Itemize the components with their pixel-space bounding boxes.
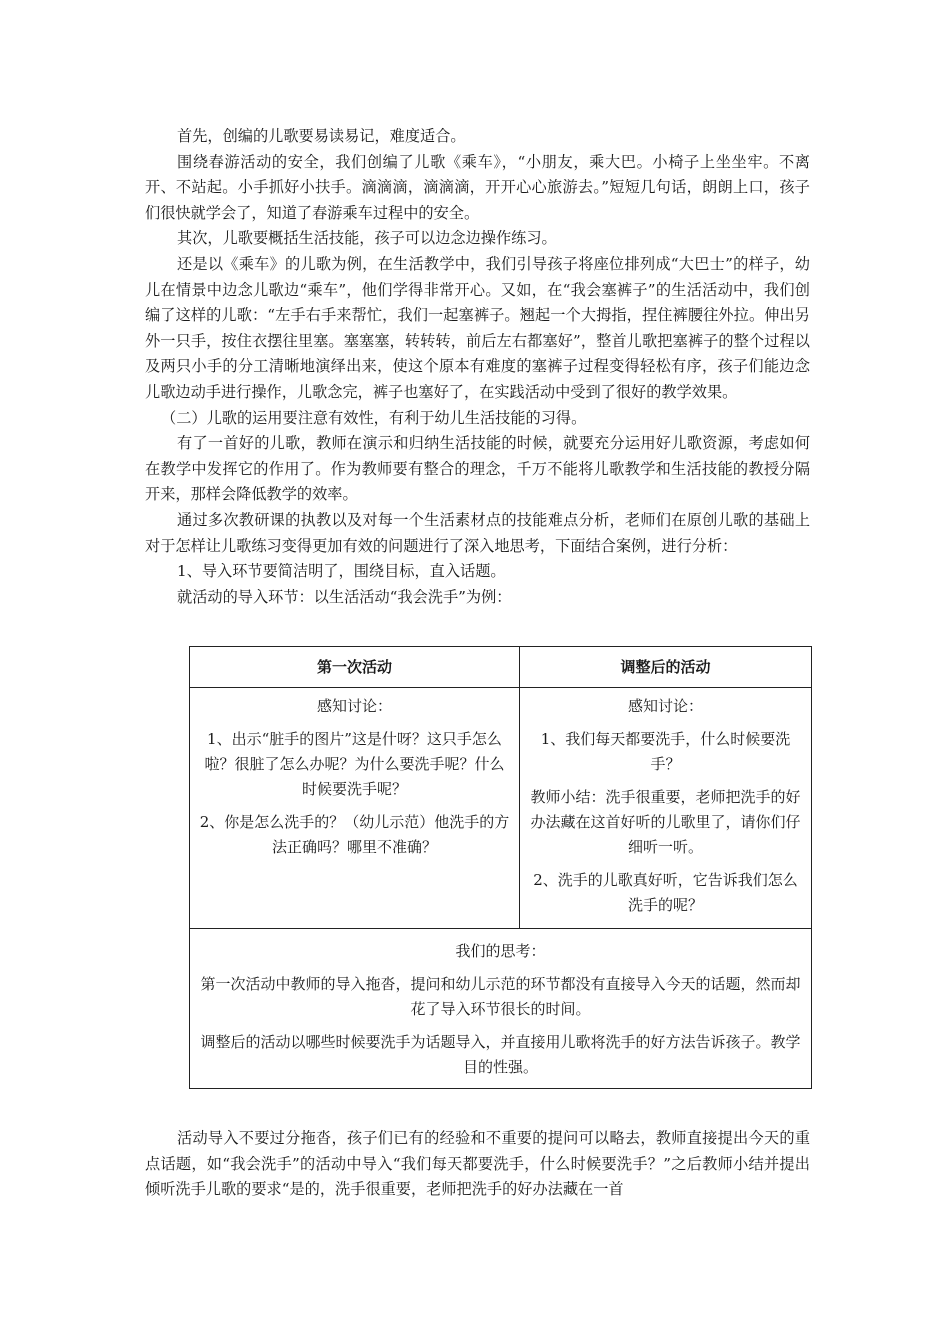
cell-line: 2、洗手的儿歌真好听，它告诉我们怎么洗手的呢？ xyxy=(533,871,798,914)
subsection-heading: 1、导入环节要简洁明了，围绕目标，直入话题。 xyxy=(177,562,506,581)
comparison-table xyxy=(189,646,812,1089)
cell-line: 1、出示“脏手的图片”这是什呀？这只手怎么啦？很脏了怎么办呢？为什么要洗手呢？什么时候要洗手呢？ xyxy=(204,730,505,798)
adjusted-activity-cell xyxy=(520,688,812,929)
cell-line: 教师小结：洗手很重要，老师把洗手的好办法藏在这首好听的儿歌里了，请你们仔细听一听。 xyxy=(530,788,801,856)
table-header-row xyxy=(190,647,812,688)
cell-line: 第一次活动中教师的导入拖沓，提问和幼儿示范的环节都没有直接导入今天的话题，然而却花了导入环节很长的时间。 xyxy=(200,975,801,1018)
cell-line: 1、我们每天都要洗手，什么时候要洗手？ xyxy=(540,730,791,773)
paragraph: 还是以《乘车》的儿歌为例，在生活教学中，我们引导孩子将座位排列成“大巴士”的样子，幼儿在情景中边念儿歌边“乘车”，他们学得非常开心。又如，在“我会塞裤子”的生活活动中，我们创编了这样的儿歌：“左手右手来帮忙，我们一起塞裤子。翘起一个大拇指，捏住裤腰往外拉。伸出另外一只手，按住衣摆往里塞。塞塞塞，转转转，前后左右都塞好”，整首儿歌把塞裤子的整个过程以及两只小手的分工清晰地演绎出来，使这个原本有难度的塞裤子过程变得轻松有序，孩子们能边念儿歌边动手进行操作，儿歌念完，裤子也塞好了，在实践活动中受到了很好的教学效果。 xyxy=(145,254,810,401)
table-caption: 就活动的导入环节：以生活活动“我会洗手”为例： xyxy=(177,587,512,606)
cell-line: 感知讨论： xyxy=(627,697,703,715)
paragraph: 围绕春游活动的安全，我们创编了儿歌《乘车》，“小朋友，乘大巴。小椅子上坐坐牢。不离开、不站起。小手抓好小扶手。滴滴滴，滴滴滴，开开心心旅游去。”短短几句话，朗朗上口，孩子们很快就学会了，知道了春游乘车过程中的安全。 xyxy=(145,152,810,222)
cell-line: 我们的思考： xyxy=(455,942,546,960)
paragraph: 其次，儿歌要概括生活技能，孩子可以边念边操作练习。 xyxy=(177,229,557,248)
table-row xyxy=(190,688,812,929)
body-text-top xyxy=(145,124,810,610)
column-header-first-activity: 第一次活动 xyxy=(190,647,520,688)
section-heading: （二）儿歌的运用要注意有效性，有利于幼儿生活技能的习得。 xyxy=(161,408,587,427)
reflection-cell xyxy=(190,929,812,1089)
paragraph: 有了一首好的儿歌，教师在演示和归纳生活技能的时候，就要充分运用好儿歌资源，考虑如何在教学中发挥它的作用了。作为教师要有整合的理念，千万不能将儿歌教学和生活技能的教授分隔开来，那样会降低教学的效率。 xyxy=(145,434,810,504)
first-activity-cell xyxy=(190,688,520,929)
paragraph: 首先，创编的儿歌要易读易记，难度适合。 xyxy=(177,127,466,145)
column-header-adjusted-activity: 调整后的活动 xyxy=(520,647,812,688)
cell-line: 感知讨论： xyxy=(316,697,392,715)
cell-line: 2、你是怎么洗手的？（幼儿示范）他洗手的方法正确吗？哪里不准确？ xyxy=(199,813,510,856)
paragraph: 通过多次教研课的执教以及对每一个生活素材点的技能难点分析，老师们在原创儿歌的基础上对于怎样让儿歌练习变得更加有效的问题进行了深入地思考，下面结合案例，进行分析： xyxy=(145,510,810,555)
cell-line: 调整后的活动以哪些时候要洗手为话题导入，并直接用儿歌将洗手的好方法告诉孩子。教学目的性强。 xyxy=(200,1033,801,1076)
body-text-bottom xyxy=(145,1126,810,1203)
paragraph: 活动导入不要过分拖沓，孩子们已有的经验和不重要的提问可以略去，教师直接提出今天的重点话题，如“我会洗手”的活动中导入“我们每天都要洗手，什么时候要洗手？”之后教师小结并提出倾听洗手儿歌的要求“是的，洗手很重要，老师把洗手的好办法藏在一首 xyxy=(145,1129,810,1199)
table-row xyxy=(190,929,812,1089)
